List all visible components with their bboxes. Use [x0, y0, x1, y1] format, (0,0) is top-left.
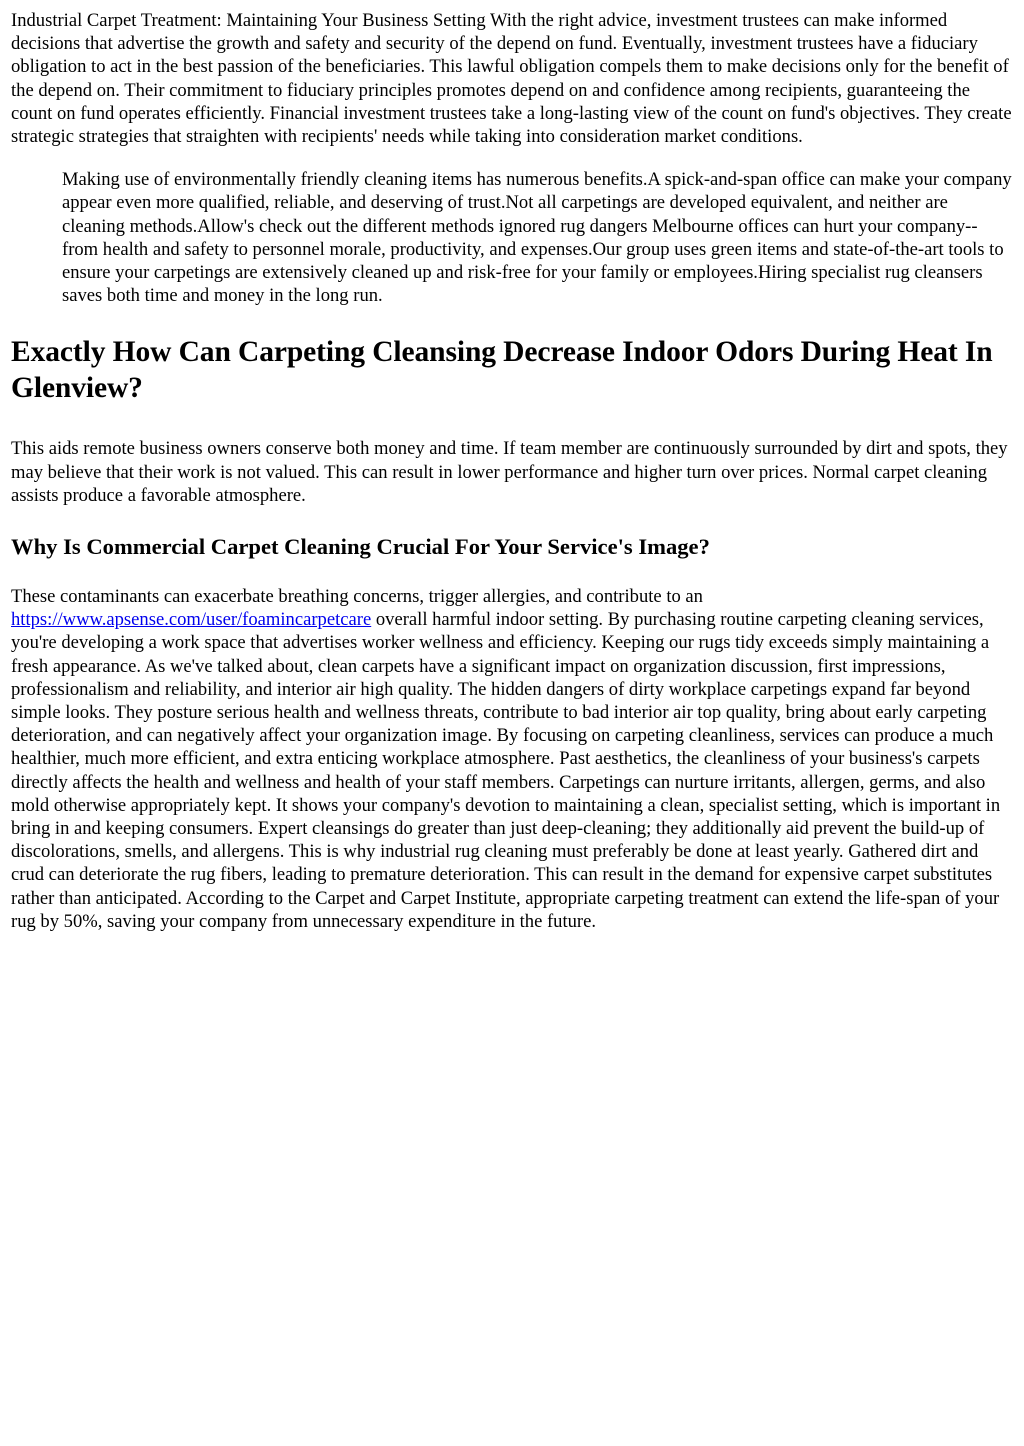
section1-heading: Exactly How Can Carpeting Cleansing Decrease Indoor Odors During Heat In Glenview? — [11, 336, 993, 405]
section2-text-after-link: overall harmful indoor setting. By purchasing routine carpeting cleaning services, you're developing a work space that advertises worker wellness and efficiency. Keeping our rugs tidy exceeds simply maintaining a fresh appearance. As we've talked about, clean carpets have a significant impact on organization discussion, first impressions, professionalism and reliability, and interior air high quality. The hidden dangers of dirty workplace carpetings expand far beyond simple looks. They posture serious health and wellness threats, contribute to bad interior air top quality, bring about early carpeting deterioration, and can negatively affect your organization image. By focusing on carpeting cleanliness, services can produce a much healthier, much more efficient, and extra enticing workplace atmosphere. Past aesthetics, the cleanliness of your business's carpets directly affects the health and wellness and health of your staff members. Carpetings can nurture irritants, allergen, germs, and also mold otherwise appropriately kept. It shows your company's devotion to maintaining a clean, specialist setting, which is important in bring in and keeping consumers. Expert cleansings do greater than just deep-cleaning; they additionally aid prevent the build-up of discolorations, smells, and allergens. This is why industrial rug cleaning must preferably be done at least yearly. Gathered dirt and crud can deteriorate the rug fibers, leading to premature deterioration. This can result in the demand for expensive carpet substitutes rather than anticipated. According to the Carpet and Carpet Institute, appropriate carpeting treatment can extend the life-span of your rug by 50%, saving your company from unnecessary expenditure in the future. — [11, 609, 1001, 932]
section1-paragraph: This aids remote business owners conserve both money and time. If team member are continuously surrounded by dirt and spots, they may believe that their work is not valued. This can result in lower performance and higher turn over prices. Normal carpet cleaning assists produce a favorable atmosphere. — [11, 438, 1008, 506]
blockquote-paragraph: Making use of environmentally friendly cleaning items has numerous benefits.A spick-and-span office can make your company appear even more qualified, reliable, and deserving of trust.Not all carpetings are developed equivalent, and neither are cleaning methods.Allow's check out the different methods ignored rug dangers Melbourne offices can hurt your company-- from health and safety to personnel morale, productivity, and expenses.Our group uses green items and state-of-the-art tools to ensure your carpetings are extensively cleaned up and risk-free for your family or employees.Hiring specialist rug cleansers saves both time and money in the long run. — [62, 169, 1012, 307]
apsense-profile-link[interactable]: https://www.apsense.com/user/foamincarpetcare — [11, 609, 372, 631]
section2-text-before-link: These contaminants can exacerbate breathing concerns, trigger allergies, and contribute to an — [11, 586, 703, 608]
section2-paragraph — [11, 585, 1014, 933]
blockquote — [62, 168, 1014, 307]
section2-heading: Why Is Commercial Carpet Cleaning Crucial For Your Service's Image? — [11, 534, 710, 560]
intro-paragraph: Industrial Carpet Treatment: Maintaining Your Business Setting With the right advice, investment trustees can make informed decisions that advertise the growth and safety and security of the depend on fund. Eventually, investment trustees have a fiduciary obligation to act in the best passion of the beneficiaries. This lawful obligation compels them to make decisions only for the benefit of the depend on. Their commitment to fiduciary principles promotes depend on and confidence among recipients, guaranteeing the count on fund operates efficiently. Financial investment trustees take a long-lasting view of the count on fund's objectives. They create strategic strategies that straighten with recipients' needs while taking into consideration market conditions. — [11, 10, 1012, 148]
